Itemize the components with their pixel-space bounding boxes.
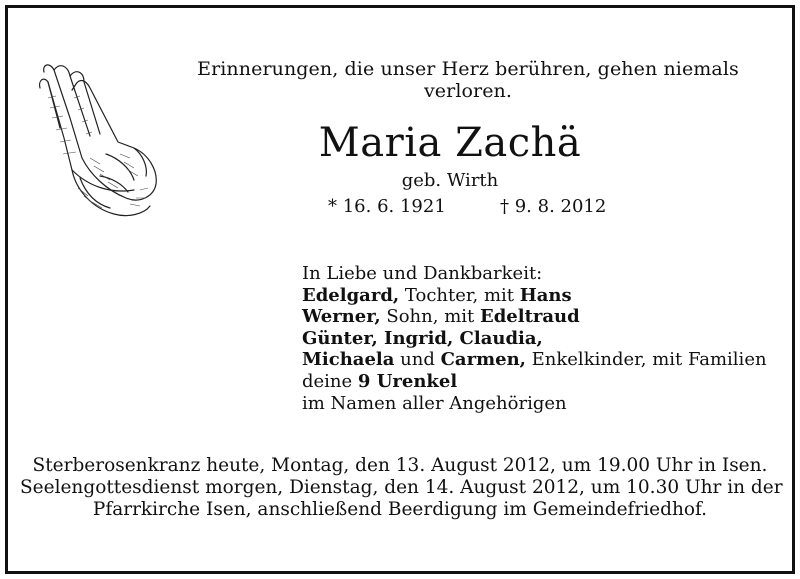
maiden-name: geb. Wirth [401, 170, 499, 191]
family-line [302, 285, 782, 307]
service-info [20, 455, 783, 521]
relative-name: Edeltraud [479, 306, 580, 328]
death-date: † 9. 8. 2012 [500, 196, 607, 217]
relation-text: und [394, 349, 441, 371]
service-line: Pfarrkirche Isen, anschließend Beerdigung im Gemeindefriedhof. [92, 499, 708, 520]
relative-name: Edelgard, [302, 284, 400, 306]
deceased-name: Maria Zachä [318, 120, 582, 166]
relation-text: deine [302, 370, 358, 392]
praying-hands-icon [30, 58, 162, 220]
relative-name: Günter, Ingrid, Claudia, [302, 327, 543, 349]
relation-text: Tochter, mit [399, 284, 520, 306]
family-block [302, 263, 782, 414]
family-line [302, 306, 782, 328]
motto-text: Erinnerungen, die unser Herz berühren, gehen niemals verloren. [197, 58, 739, 102]
relative-name: 9 Urenkel [357, 370, 458, 392]
family-intro: In Liebe und Dankbarkeit: [302, 263, 543, 284]
family-line [302, 371, 782, 393]
service-line: Seelengottesdienst morgen, Dienstag, den 14. August 2012, um 10.30 Uhr in der [20, 477, 783, 498]
family-closing: im Namen aller Angehörigen [302, 392, 567, 414]
relative-name: Werner, [302, 306, 381, 328]
family-line [302, 349, 782, 371]
relation-text: Sohn, mit [380, 306, 480, 328]
relative-name: Carmen, [440, 349, 526, 371]
relative-name: Hans [519, 284, 572, 306]
family-line [302, 328, 782, 350]
birth-date: * 16. 6. 1921 [328, 196, 446, 217]
relation-text: Enkelkinder, mit Familien [525, 349, 767, 371]
service-line: Sterberosenkranz heute, Montag, den 13. August 2012, um 19.00 Uhr in Isen. [32, 455, 768, 476]
relative-name: Michaela [302, 349, 395, 371]
